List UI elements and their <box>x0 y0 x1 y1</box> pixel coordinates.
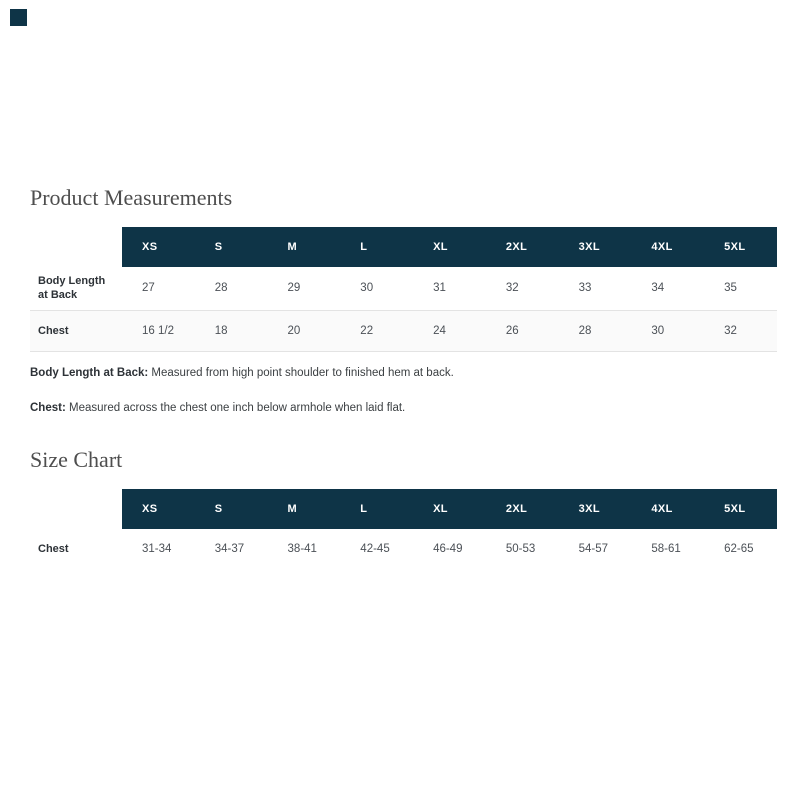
size-chart-table <box>30 489 777 569</box>
measurement-cell: 16 1/2 <box>122 310 195 351</box>
size-column-header: M <box>268 227 341 267</box>
row-label: Body Length at Back <box>30 267 122 310</box>
measurement-cell: 62-65 <box>724 542 754 555</box>
size-chart-title: Size Chart <box>30 446 123 472</box>
measurement-cell: 32 <box>704 310 777 351</box>
size-column-header: L <box>340 227 413 267</box>
measurement-cell: 28 <box>559 310 632 351</box>
measurement-cell: 35 <box>704 267 777 310</box>
product-measurements-title: Product Measurements <box>30 185 233 210</box>
row-label: Chest <box>38 542 69 555</box>
table-header-row <box>30 489 777 529</box>
size-column-header: XS <box>122 227 195 267</box>
measurement-cell: 46-49 <box>433 542 463 555</box>
footnote-chest <box>30 401 777 416</box>
measurement-cell: 34 <box>631 267 704 310</box>
empty-header-cell <box>30 489 122 529</box>
size-column-header: XL <box>413 227 486 267</box>
size-column-header: XL <box>413 489 486 529</box>
size-column-header: 2XL <box>486 489 559 529</box>
empty-header-cell <box>30 227 122 267</box>
measurement-cell: 27 <box>122 267 195 310</box>
size-column-header: M <box>268 489 341 529</box>
table-row-chest-range <box>30 529 777 569</box>
measurement-cell: 34-37 <box>214 542 245 555</box>
measurement-cell: 31 <box>413 267 486 310</box>
measurement-cell: 38-41 <box>287 542 317 555</box>
measurement-cell: 30 <box>340 267 413 310</box>
footnote-text: Measured from high point shoulder to finished hem at back. <box>151 366 454 379</box>
size-column-header: 3XL <box>559 227 632 267</box>
measurement-cell: 24 <box>413 310 486 351</box>
table-row-chest <box>30 310 777 351</box>
measurement-cell: 20 <box>268 310 341 351</box>
size-column-header: 4XL <box>631 489 704 529</box>
size-column-header: XS <box>122 489 195 529</box>
measurement-cell: 31-34 <box>142 542 172 555</box>
size-column-header: 5XL <box>704 227 777 267</box>
footnote-text: Measured across the chest one inch below armhole when laid flat. <box>68 401 406 414</box>
footnote-term: Body Length at Back: <box>30 366 149 379</box>
footnote-body-length <box>30 366 777 381</box>
size-column-header: S <box>195 489 268 529</box>
size-column-header: 4XL <box>631 227 704 267</box>
size-column-header: L <box>340 489 413 529</box>
measurement-cell: 33 <box>559 267 632 310</box>
measurement-cell: 22 <box>340 310 413 351</box>
table-header-row <box>30 227 777 267</box>
measurement-cell: 50-53 <box>505 542 536 555</box>
measurement-cell: 28 <box>195 267 268 310</box>
size-column-header: 2XL <box>486 227 559 267</box>
measurement-cell: 42-45 <box>360 542 390 555</box>
row-label: Chest <box>30 310 122 351</box>
measurement-cell: 58-61 <box>651 542 681 555</box>
size-column-header: 3XL <box>559 489 632 529</box>
size-guide-content <box>30 186 777 569</box>
table-row-body-length <box>30 267 777 310</box>
footnote-term: Chest: <box>30 401 66 414</box>
measurement-cell: 26 <box>486 310 559 351</box>
brand-logo-square <box>10 9 27 26</box>
measurement-cell: 18 <box>195 310 268 351</box>
measurement-cell: 54-57 <box>578 542 609 555</box>
size-column-header: 5XL <box>704 489 777 529</box>
measurement-cell: 29 <box>268 267 341 310</box>
size-column-header: S <box>195 227 268 267</box>
measurement-cell: 32 <box>486 267 559 310</box>
product-measurements-table <box>30 227 777 352</box>
measurement-cell: 30 <box>631 310 704 351</box>
